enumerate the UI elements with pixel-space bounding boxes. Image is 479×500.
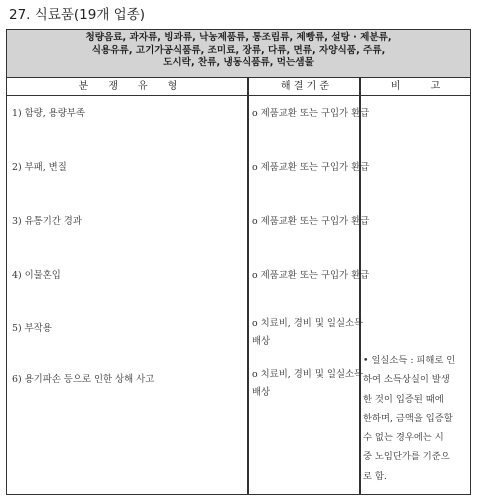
note-line: 로 함.	[363, 470, 387, 482]
remarks-note	[363, 351, 469, 486]
dispute-type-cell: 3) 유통기간 경과	[12, 216, 82, 227]
resolution-line: 배상	[252, 387, 271, 398]
page-title: 27. 식료품(19개 업종)	[9, 7, 146, 23]
note-line: 한 것이 입증된 때에	[363, 393, 444, 405]
resolution-cell: o 제품교환 또는 구입가 환급	[252, 162, 370, 173]
note-line: 중 노임단가를 기준으	[363, 451, 450, 463]
note-line: 한하며, 금액을 입증할	[363, 412, 453, 424]
resolution-cell: o 제품교환 또는 구입가 환급	[252, 216, 370, 227]
resolution-line: o 치료비, 경비 및 일실소득	[252, 369, 364, 380]
industry-line: 식용유류, 고기가공식품류, 조미료, 장류, 다류, 면류, 자양식품, 주류,	[91, 44, 386, 56]
resolution-cell	[252, 315, 363, 351]
column-header-remarks: 비 고	[361, 78, 470, 96]
column-divider	[247, 78, 249, 494]
dispute-type-cell: 5) 부작용	[12, 323, 52, 334]
column-header-resolution: 해 결 기 준	[249, 78, 361, 96]
dispute-type-cell: 1) 함량, 용량부족	[12, 108, 85, 119]
industry-line: 청량음료, 과자류, 빙과류, 낙농제품류, 통조림류, 제빵류, 설탕 · 제분류,	[85, 32, 392, 43]
column-header-dispute-type: 분 쟁 유 형	[7, 78, 249, 96]
industry-header	[7, 30, 470, 78]
dispute-type-cell: 6) 용기파손 등으로 인한 상해 사고	[12, 374, 155, 385]
dispute-type-cell: 4) 이물혼입	[12, 270, 61, 281]
dispute-type-cell: 2) 부패, 변질	[12, 162, 67, 173]
resolution-line: 배상	[252, 336, 271, 347]
industry-line: 도시락, 찬류, 냉동식품류, 먹는샘물	[163, 57, 314, 68]
resolution-cell: o 제품교환 또는 구입가 환급	[252, 108, 370, 119]
resolution-cell: o 제품교환 또는 구입가 환급	[252, 270, 370, 281]
note-line: 수 없는 경우에는 시	[363, 432, 444, 444]
note-line: 하여 소득상실이 발생	[363, 374, 450, 386]
resolution-line: o 치료비, 경비 및 일실소득	[252, 318, 364, 329]
column-divider	[359, 78, 361, 494]
resolution-cell	[252, 366, 363, 402]
note-line: • 일실소득 : 피해로 인	[363, 355, 456, 366]
resolution-table	[6, 29, 471, 495]
